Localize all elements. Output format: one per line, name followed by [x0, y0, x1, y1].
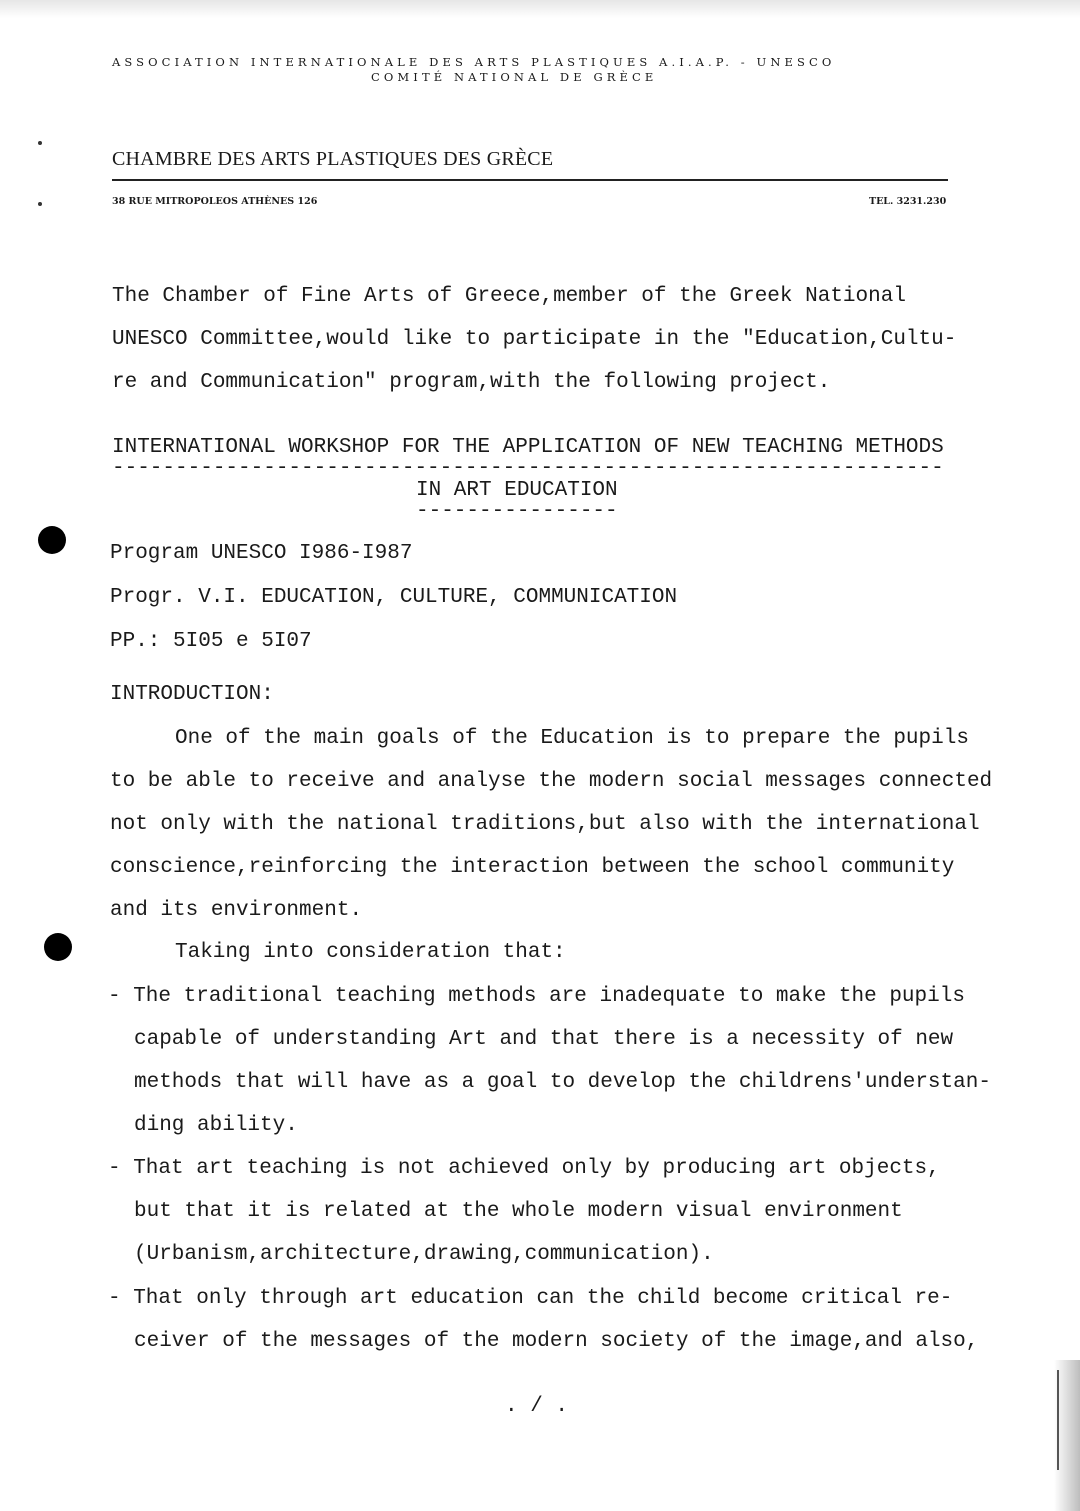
project-title-underline2: ----------------	[416, 501, 618, 522]
scan-edge-line	[1057, 1370, 1059, 1470]
scan-edge-top	[0, 0, 1080, 18]
intro-line: The Chamber of Fine Arts of Greece,member of the Greek National	[112, 285, 906, 308]
bullet1-line: ding ability.	[134, 1114, 298, 1137]
letterhead-rule	[112, 179, 948, 181]
program-line1: Program UNESCO I986-I987	[110, 542, 413, 565]
bullet3-line: - That only through art education can the child become critical re-	[108, 1287, 953, 1310]
project-title-underline1: ------------------------------------------------------------------	[112, 458, 944, 479]
project-title-line1: INTERNATIONAL WORKSHOP FOR THE APPLICATION OF NEW TEACHING METHODS	[112, 436, 944, 459]
bullet2-line: but that it is related at the whole modern visual environment	[134, 1200, 903, 1223]
scan-speck	[38, 202, 42, 206]
introduction-line: One of the main goals of the Education is to prepare the pupils	[175, 727, 969, 750]
introduction-heading: INTRODUCTION:	[110, 683, 274, 706]
consideration-line: Taking into consideration that:	[175, 941, 566, 964]
bullet1-line: methods that will have as a goal to develop the childrens'understan-	[134, 1071, 991, 1094]
bullet2-line: (Urbanism,architecture,drawing,communication).	[134, 1243, 714, 1266]
bullet3-line: ceiver of the messages of the modern society of the image,and also,	[134, 1330, 979, 1353]
punch-hole-upper	[38, 526, 66, 554]
introduction-line: conscience,reinforcing the interaction between the school community	[110, 856, 955, 879]
committee-line: COMITÉ NATIONAL DE GRÈCE	[371, 70, 658, 84]
bullet1-line: - The traditional teaching methods are inadequate to make the pupils	[108, 985, 965, 1008]
telephone: TEL. 3231.230	[869, 196, 947, 207]
program-line2: Progr. V.I. EDUCATION, CULTURE, COMMUNICATION	[110, 586, 678, 609]
bullet1-line: capable of understanding Art and that there is a necessity of new	[134, 1028, 954, 1051]
scan-speck	[38, 141, 42, 145]
introduction-line: not only with the national traditions,but also with the international	[110, 813, 980, 836]
address: 38 RUE MITROPOLEOS ATHÈNES 126	[112, 196, 318, 207]
intro-line: re and Communication" program,with the following project.	[112, 371, 831, 394]
introduction-line: and its environment.	[110, 899, 363, 922]
project-title-line2: IN ART EDUCATION	[416, 479, 618, 502]
introduction-line: to be able to receive and analyse the modern social messages connected	[110, 770, 993, 793]
punch-hole-lower	[44, 933, 72, 961]
page-continuation-mark: . / .	[505, 1395, 569, 1418]
program-line3: PP.: 5I05 e 5I07	[110, 630, 312, 653]
association-line: ASSOCIATION INTERNATIONALE DES ARTS PLASTIQUES A.I.A.P. - UNESCO	[112, 55, 836, 69]
bullet2-line: - That art teaching is not achieved only by producing art objects,	[108, 1157, 940, 1180]
intro-line: UNESCO Committee,would like to participate in the "Education,Cultu-	[112, 328, 957, 351]
chamber-title: CHAMBRE DES ARTS PLASTIQUES DES GRÈCE	[112, 148, 554, 170]
